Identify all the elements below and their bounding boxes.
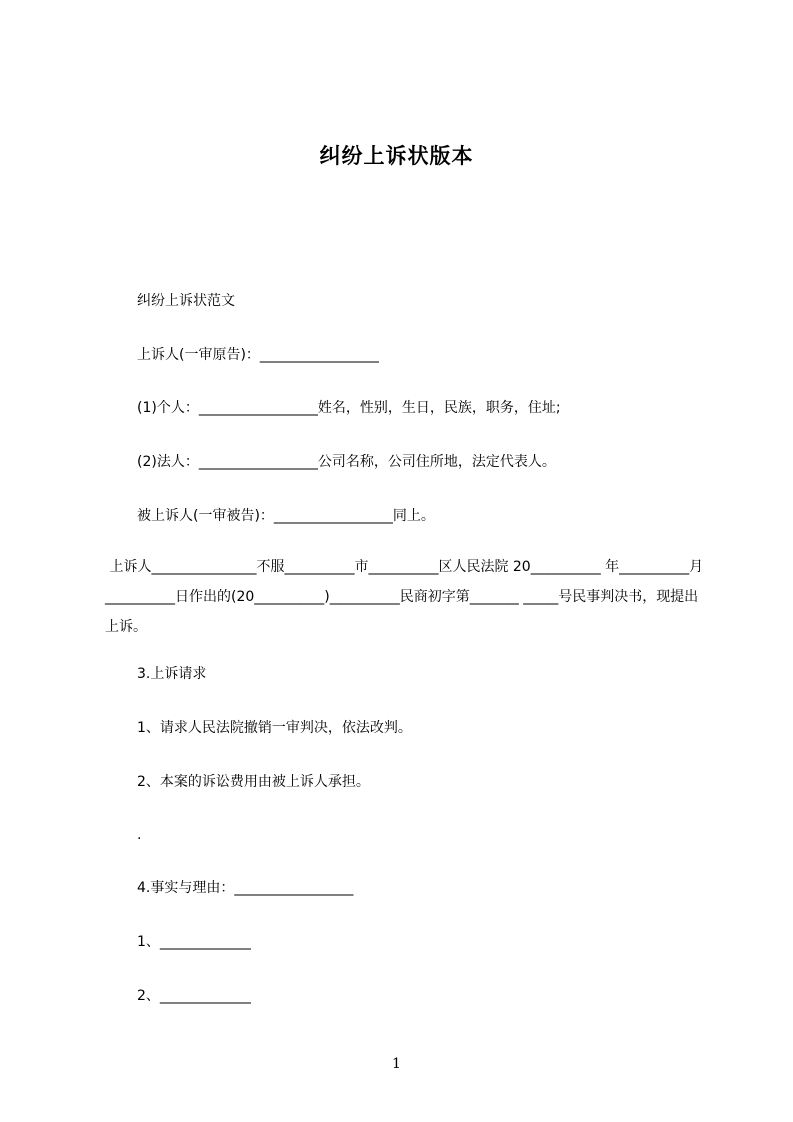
stray-dot: . bbox=[137, 827, 142, 843]
request-item-2: 2、本案的诉讼费用由被上诉人承担。 bbox=[137, 774, 370, 790]
page-number: 1 bbox=[392, 1056, 401, 1072]
document-title: 纠纷上诉状版本 bbox=[319, 144, 474, 168]
section-heading: 纠纷上诉状范文 bbox=[137, 293, 235, 309]
individual-line: (1)个人：_________________姓名，性别，生日，民族，职务，住址; bbox=[137, 400, 561, 416]
appellee-line: 被上诉人(一审被告)：_________________同上。 bbox=[137, 508, 435, 524]
reason-item-1: 1、_____________ bbox=[137, 934, 251, 950]
request-item-1: 1、请求人民法院撤销一审判决，依法改判。 bbox=[137, 720, 412, 736]
legal-person-line: (2)法人：_________________公司名称，公司住所地，法定代表人。 bbox=[137, 454, 556, 470]
facts-reasons-line: 4.事实与理由：_________________ bbox=[137, 880, 354, 896]
appeal-request-heading: 3.上诉请求 bbox=[137, 666, 207, 682]
appellant-line: 上诉人(一审原告)：_________________ bbox=[137, 347, 379, 363]
reason-item-2: 2、_____________ bbox=[137, 988, 251, 1004]
appeal-statement-paragraph: 上诉人_______________不服__________市__________区人民法院 20__________ 年__________月__________日作出的(20__________)__________民商初字第_______ _____号民事判决书，现提出上诉。 bbox=[105, 559, 704, 635]
